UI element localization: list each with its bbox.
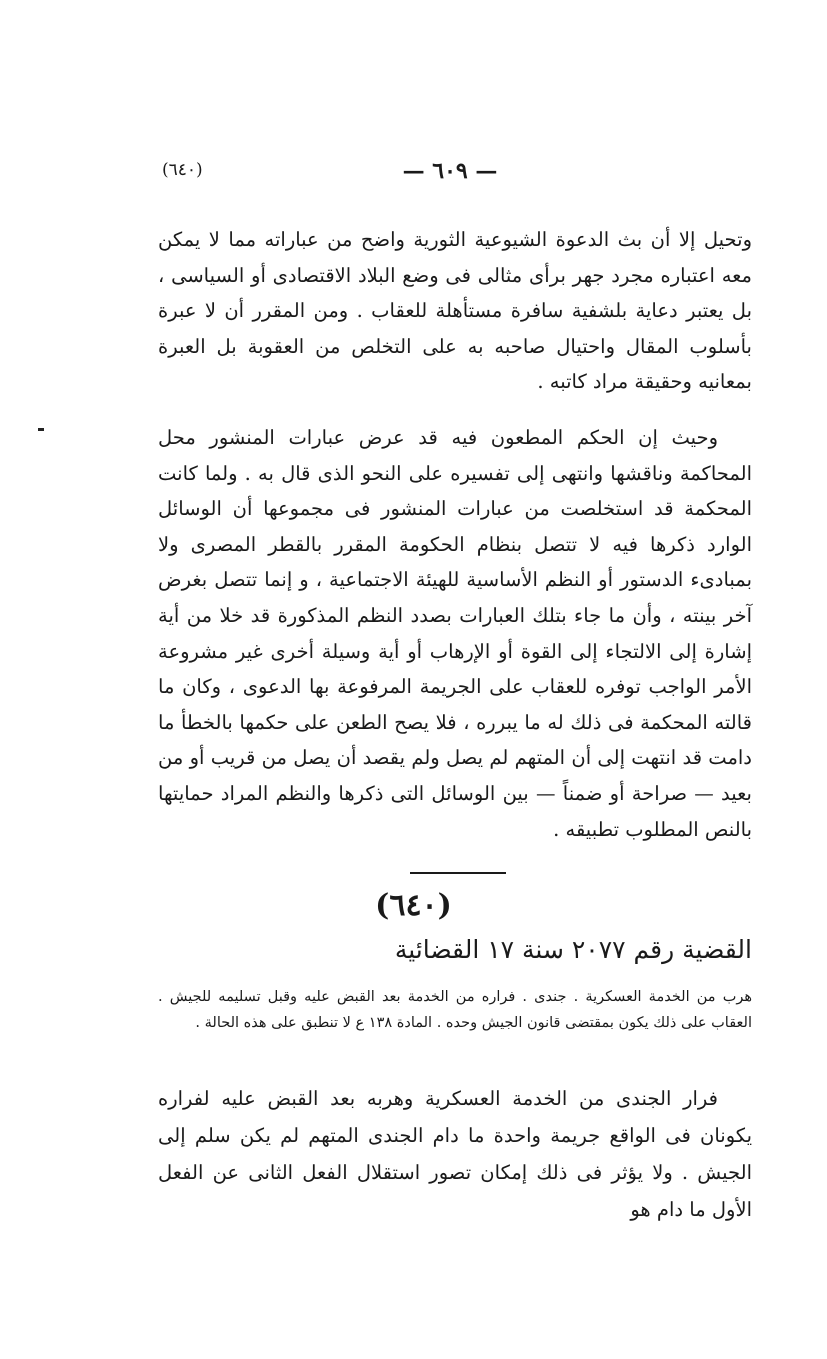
- paragraph-1: وتحيل إلا أن بث الدعوة الشيوعية الثورية واضح من عباراته مما لا يمكن معه اعتباره مجرد جهر برأى مثالى فى وضع البلاد الاقتصادى أو السياسى ، بل يعتبر دعاية بلشفية سافرة مستأهلة للعقاب . ومن المقرر أن لا عبرة بأسلوب المقال واحتيال صاحبه به على التخلص من العقوبة بل العبرة بمعانيه وحقيقة مراد كاتبه .: [158, 228, 752, 393]
- case-title: القضية رقم ٢٠٧٧ سنة ١٧ القضائية: [394, 935, 752, 964]
- margin-mark: [38, 428, 44, 431]
- paragraph-2: [158, 420, 752, 847]
- page-header: [150, 158, 750, 188]
- case-reference-number: (٦٤٠): [162, 160, 203, 180]
- case-number-heading: (٦٤٠): [375, 888, 452, 923]
- case-summary: هرب من الخدمة العسكرية . جندى . فراره من الخدمة بعد القبض عليه وقبل تسليمه للجيش . العقاب على ذلك يكون بمقتضى قانون الجيش وحده . المادة ١٣٨ ع لا تنطبق على هذه الحالة .: [158, 989, 752, 1031]
- page-number: — ٦٠٩ —: [402, 158, 498, 184]
- section-divider: [410, 872, 506, 874]
- paragraph-3: [158, 1080, 752, 1228]
- paragraph-2-text: وحيث إن الحكم المطعون فيه قد عرض عبارات المنشور محل المحاكمة وناقشها وانتهى إلى تفسيره على النحو الذى قال به . ولما كانت المحكمة قد استخلصت من عبارات المنشور فى مجموعها أن الوسائل الوارد ذكرها فيه لا تتصل بنظام الحكومة المقرر بالقطر المصرى ولا بمبادىء الدستور أو النظم الأساسية للهيئة الاجتماعية ، و إنما تتصل بغرض آخر بينته ، وأن ما جاء بتلك العبارات بصدد النظم المذكورة قد خلا من أية إشارة إلى الالتجاء إلى القوة أو الإرهاب أو أية وسيلة أخرى غير مشروعة الأمر الواجب توفره للعقاب على الجريمة المرفوعة بها الدعوى ، وكان ما قالته المحكمة فى ذلك له ما يبرره ، فلا يصح الطعن على حكمها بالخطأ ما دامت قد انتهت إلى أن المتهم لم يصل ولم يقصد أن يصل من قريب أو من بعيد — صراحة أو ضمناً — بين الوسائل التى ذكرها والنظم المراد حمايتها بالنص المطلوب تطبيقه .: [158, 426, 752, 841]
- paragraph-3-text: فرار الجندى من الخدمة العسكرية وهربه بعد القبض عليه لفراره يكونان فى الواقع جريمة واحدة ما دام الجندى المتهم لم يكن سلم إلى الجيش . ولا يؤثر فى ذلك إمكان تصور استقلال الفعل الثانى عن الفعل الأول ما دام هو: [158, 1087, 752, 1221]
